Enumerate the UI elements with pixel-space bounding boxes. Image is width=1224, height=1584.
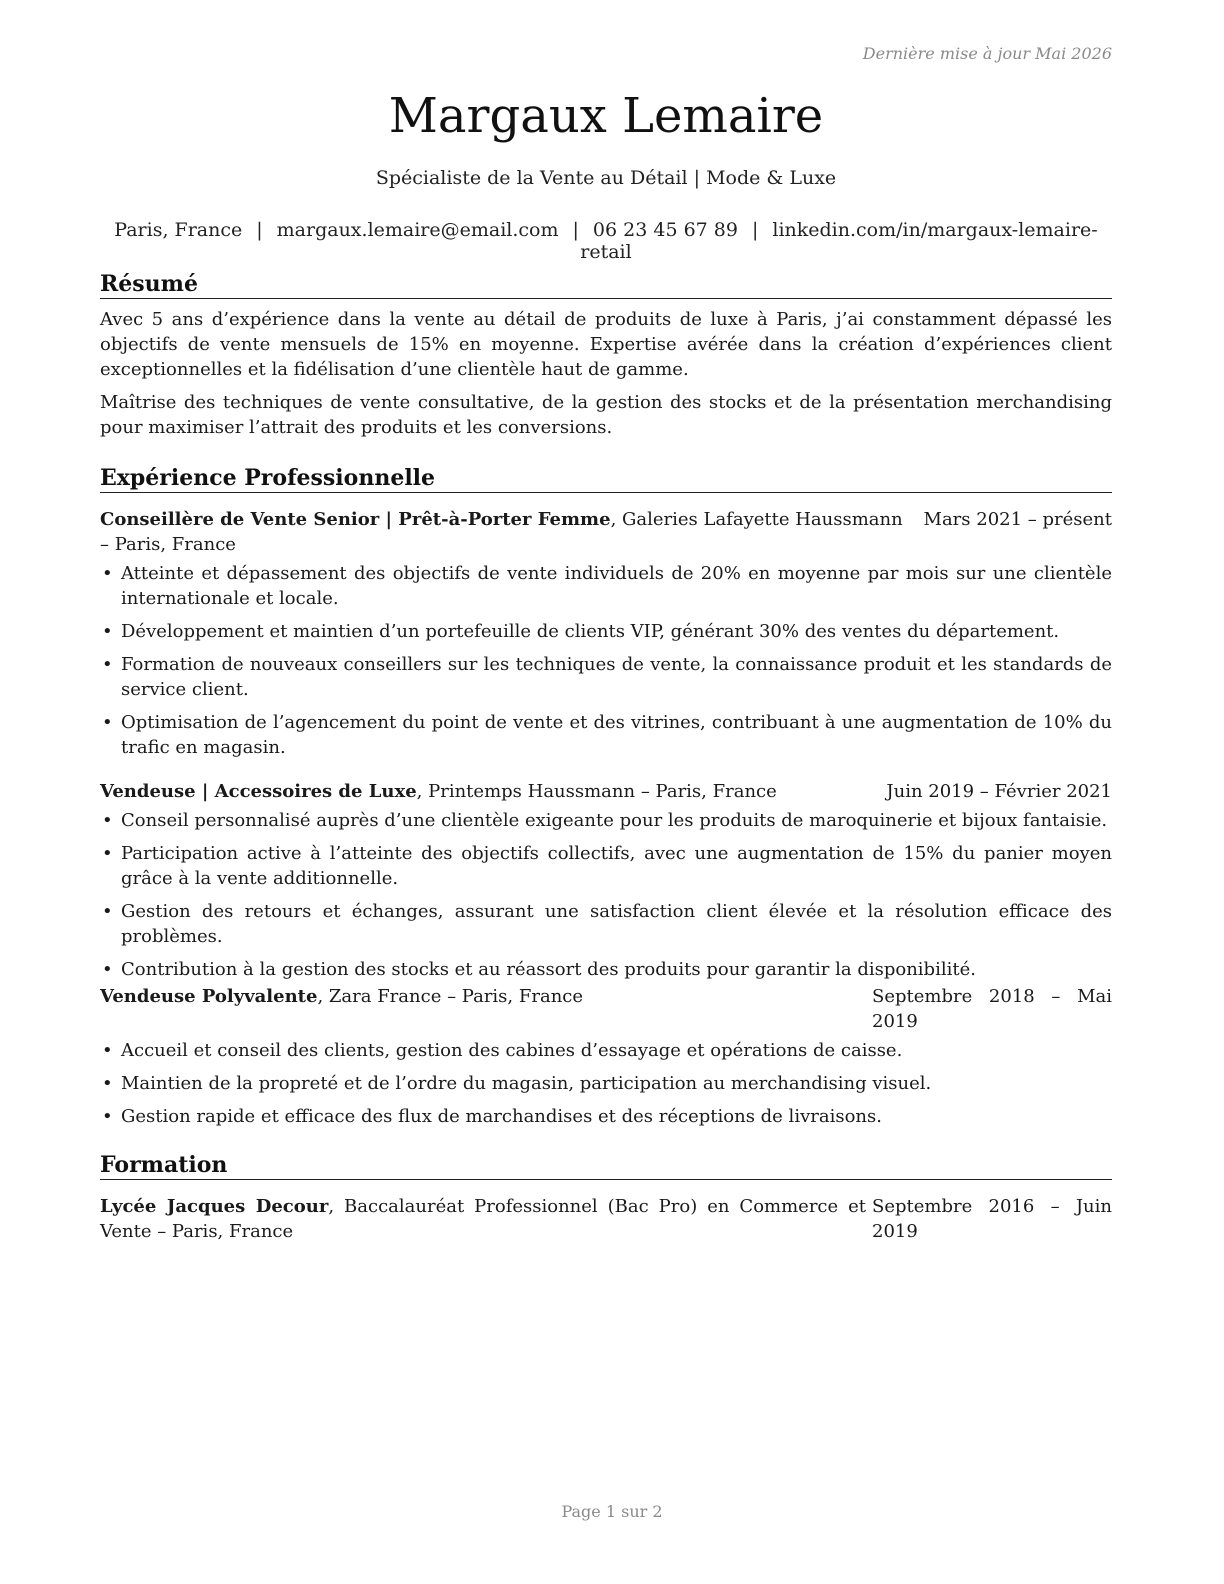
job-bullets	[100, 808, 1112, 982]
headline: Spécialiste de la Vente au Détail | Mode & Luxe	[375, 167, 837, 189]
contact-phone: 06 23 45 67 89	[592, 219, 738, 241]
list-item: • Formation de nouveaux conseillers sur les techniques de vente, la connaissance produit et les standards de service client.	[100, 652, 1112, 702]
candidate-name: Margaux Lemaire	[388, 88, 824, 144]
list-item: • Atteinte et dépassement des objectifs de vente individuels de 20% en moyenne par mois sur une clientèle internationale et locale.	[100, 561, 1112, 611]
list-item: • Gestion des retours et échanges, assurant une satisfaction client élevée et la résolution efficace des problèmes.	[100, 899, 1112, 949]
education-section	[100, 1152, 1112, 1244]
list-item: • Maintien de la propreté et de l’ordre du magasin, participation au merchandising visuel.	[100, 1071, 1112, 1096]
page-number: Page 1 sur 2	[561, 1502, 663, 1521]
education-dates: Septembre 2016 – Juin 2019	[872, 1196, 1112, 1242]
job-dates: Juin 2019 – Février 2021	[886, 781, 1112, 802]
job-heading	[100, 507, 904, 557]
contact-separator: |	[256, 219, 263, 241]
contact-location: Paris, France	[114, 219, 243, 241]
job-entry	[100, 507, 1112, 768]
list-item: • Optimisation de l’agencement du point de vente et des vitrines, contribuant à une augmentation de 10% du trafic en magasin.	[100, 710, 1112, 760]
contact-linkedin[interactable]: linkedin.com/in/margaux-lemaire-retail	[580, 219, 1098, 263]
summary-section	[100, 271, 1112, 440]
job-heading	[100, 984, 852, 1034]
job-role: Vendeuse Polyvalente	[100, 986, 318, 1007]
job-dates: Septembre 2018 – Mai 2019	[872, 986, 1112, 1032]
job-dates: Mars 2021 – présent	[923, 509, 1112, 530]
job-bullets	[100, 561, 1112, 760]
job-entry	[100, 779, 1112, 990]
list-item: • Contribution à la gestion des stocks et au réassort des produits pour garantir la disponibilité.	[100, 957, 1112, 982]
list-item: • Développement et maintien d’un portefeuille de clients VIP, générant 30% des ventes du département.	[100, 619, 1112, 644]
job-bullets	[100, 1038, 1112, 1129]
contact-line	[100, 219, 1112, 263]
list-item: • Participation active à l’atteinte des objectifs collectifs, avec une augmentation de 15% du panier moyen grâce à la vente additionnelle.	[100, 841, 1112, 891]
contact-separator: |	[572, 219, 579, 241]
section-title-summary: Résumé	[100, 271, 1112, 299]
job-role: Conseillère de Vente Senior | Prêt-à-Porter Femme	[100, 509, 611, 530]
job-organization: , Zara France – Paris, France	[317, 986, 584, 1007]
job-organization: , Galeries Lafayette Haussmann – Paris, France	[100, 509, 903, 555]
list-item: • Gestion rapide et efficace des flux de marchandises et des réceptions de livraisons.	[100, 1104, 1112, 1129]
summary-paragraph: Avec 5 ans d’expérience dans la vente au détail de produits de luxe à Paris, j’ai constamment dépassé les objectifs de vente mensuels de 15% en moyenne. Expertise avérée dans la création d’expériences client exceptionnelles et la fidélisation d’une clientèle haut de gamme.	[100, 309, 1112, 380]
job-entry	[100, 984, 1112, 1137]
education-school: Lycée Jacques Decour	[100, 1196, 329, 1217]
experience-section	[100, 465, 1112, 493]
job-heading	[100, 779, 866, 804]
education-degree: , Baccalauréat Professionnel (Bac Pro) en Commerce et Vente – Paris, France	[100, 1196, 867, 1242]
list-item: • Accueil et conseil des clients, gestion des cabines d’essayage et opérations de caisse.	[100, 1038, 1112, 1063]
section-title-experience: Expérience Professionnelle	[100, 465, 1112, 493]
contact-email[interactable]: margaux.lemaire@email.com	[276, 219, 559, 241]
job-role: Vendeuse | Accessoires de Luxe	[100, 781, 417, 802]
list-item: • Conseil personnalisé auprès d’une clientèle exigeante pour les produits de maroquinerie et bijoux fantaisie.	[100, 808, 1112, 833]
last-updated: Dernière mise à jour Mai 2026	[862, 44, 1112, 63]
education-heading	[100, 1194, 866, 1244]
job-organization: , Printemps Haussmann – Paris, France	[416, 781, 777, 802]
section-title-education: Formation	[100, 1152, 1112, 1180]
contact-separator: |	[751, 219, 759, 241]
summary-paragraph: Maîtrise des techniques de vente consultative, de la gestion des stocks et de la présentation merchandising pour maximiser l’attrait des produits et les conversions.	[100, 392, 1112, 438]
